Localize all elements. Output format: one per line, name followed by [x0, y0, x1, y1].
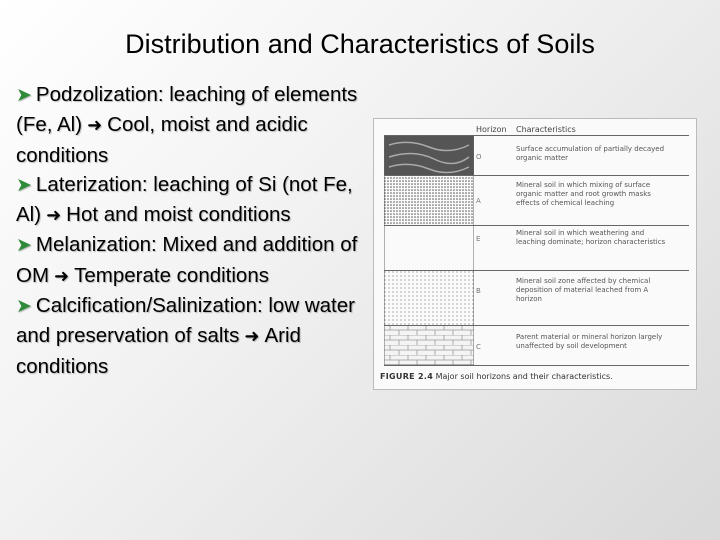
bullet-text: Melanization: Mixed and addition of OM	[16, 233, 358, 287]
right-arrow-icon: ➜	[46, 205, 62, 226]
check-arrow-icon: ➤	[16, 174, 32, 196]
figure-header-characteristics: Characteristics	[516, 125, 576, 134]
horizon-description: Mineral soil in which weathering and leaching dominate; horizon characteristics	[516, 229, 666, 246]
horizon-description: Surface accumulation of partially decayed organic matter	[516, 145, 665, 162]
horizon-description: Mineral soil zone affected by chemical deposition of material leached from A horizon	[516, 277, 651, 303]
check-arrow-icon: ➤	[16, 85, 32, 106]
soil-horizon-figure	[373, 118, 697, 390]
figure-caption	[380, 372, 613, 381]
horizon-description: Parent material or mineral horizon largely unaffected by soil development	[516, 333, 663, 350]
bullet-result: Arid conditions	[16, 324, 301, 378]
bullet-list	[16, 80, 366, 381]
right-arrow-icon: ➜	[244, 326, 260, 347]
figure-caption-text: Major soil horizons and their characteristics.	[435, 372, 613, 381]
bullet-item	[16, 291, 366, 381]
bullet-result: Cool, moist and acidic conditions	[16, 113, 308, 167]
bullet-result: Hot and moist conditions	[66, 203, 291, 227]
bullet-text: Laterization: leaching of Si (not Fe, Al)	[16, 172, 353, 227]
soil-profile-graphic	[384, 135, 474, 365]
horizon-label: A	[476, 197, 481, 205]
bullet-item	[16, 80, 366, 170]
bullet-item	[16, 170, 366, 231]
a-horizon-layer	[384, 175, 474, 225]
b-horizon-layer	[384, 270, 474, 325]
bullet-item	[16, 230, 366, 291]
bullet-result: Temperate conditions	[74, 263, 269, 287]
right-arrow-icon: ➜	[54, 265, 70, 286]
check-arrow-icon: ➤	[16, 296, 32, 318]
horizon-description: Mineral soil in which mixing of surface organic matter and root growth masks effects of chemical leaching	[516, 181, 651, 207]
bullet-text: Calcification/Salinization: low water and preservation of salts	[16, 294, 355, 348]
horizon-label: C	[476, 343, 481, 351]
e-horizon-layer	[384, 225, 474, 270]
figure-header-horizon: Horizon	[476, 125, 507, 134]
check-arrow-icon: ➤	[16, 235, 32, 257]
right-arrow-icon: ➜	[87, 115, 103, 136]
slide-title: Distribution and Characteristics of Soils	[125, 29, 595, 59]
horizon-label: B	[476, 287, 481, 295]
figure-caption-label: FIGURE 2.4	[380, 372, 434, 381]
horizon-label: E	[476, 235, 481, 243]
bullet-text: Podzolization: leaching of elements (Fe, Al)	[16, 83, 358, 137]
horizon-label: O	[476, 153, 482, 161]
c-horizon-layer	[384, 325, 474, 365]
